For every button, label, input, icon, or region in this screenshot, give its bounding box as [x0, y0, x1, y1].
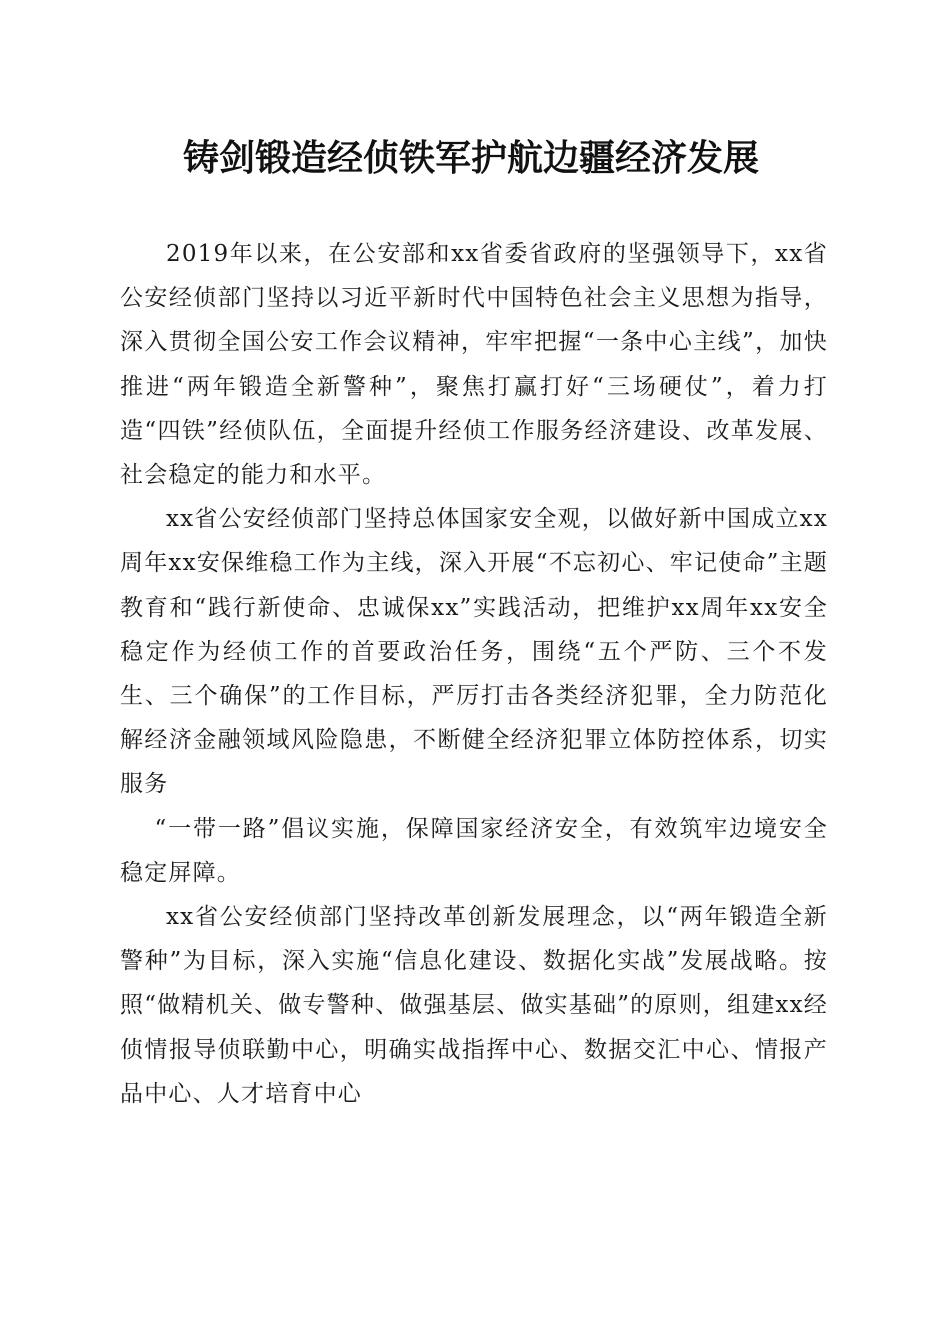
paragraph-1: 2019年以来，在公安部和xx省委省政府的坚强领导下，xx省公安经侦部门坚持以习近平新时代中国特色社会主义思想为指导，深入贯彻全国公安工作会议精神，牢牢把握“一条中心主线”，加快推进“两年锻造全新警种”，聚焦打赢打好“三场硬仗”，着力打造“四铁”经侦队伍，全面提升经侦工作服务经济建设、改革发展、社会稳定的能力和水平。: [120, 241, 828, 489]
document-body: [120, 232, 828, 1116]
paragraph-3: “一带一路”倡议实施，保障国家经济安全，有效筑牢边境安全稳定屏障。: [120, 815, 828, 886]
paragraph-2: xx省公安经侦部门坚持总体国家安全观，以做好新中国成立xx周年xx安保维稳工作为主线，深入开展“不忘初心、牢记使命”主题教育和“践行新使命、忠诚保xx”实践活动，把维护xx周年xx安全稳定作为经侦工作的首要政治任务，围绕“五个严防、三个不发生、三个确保”的工作目标，严厉打击各类经济犯罪，全力防范化解经济金融领域风险隐患，不断健全经济犯罪立体防控体系，切实服务: [120, 506, 828, 798]
document-title: 铸剑锻造经侦铁军护航边疆经济发展: [182, 137, 759, 179]
paragraph-4: xx省公安经侦部门坚持改革创新发展理念，以“两年锻造全新警种”为目标，深入实施“信息化建设、数据化实战”发展战略。按照“做精机关、做专警种、做强基层、做实基础”的原则，组建xx经侦情报导侦联勤中心，明确实战指挥中心、数据交汇中心、情报产品中心、人才培育中心: [120, 904, 828, 1107]
